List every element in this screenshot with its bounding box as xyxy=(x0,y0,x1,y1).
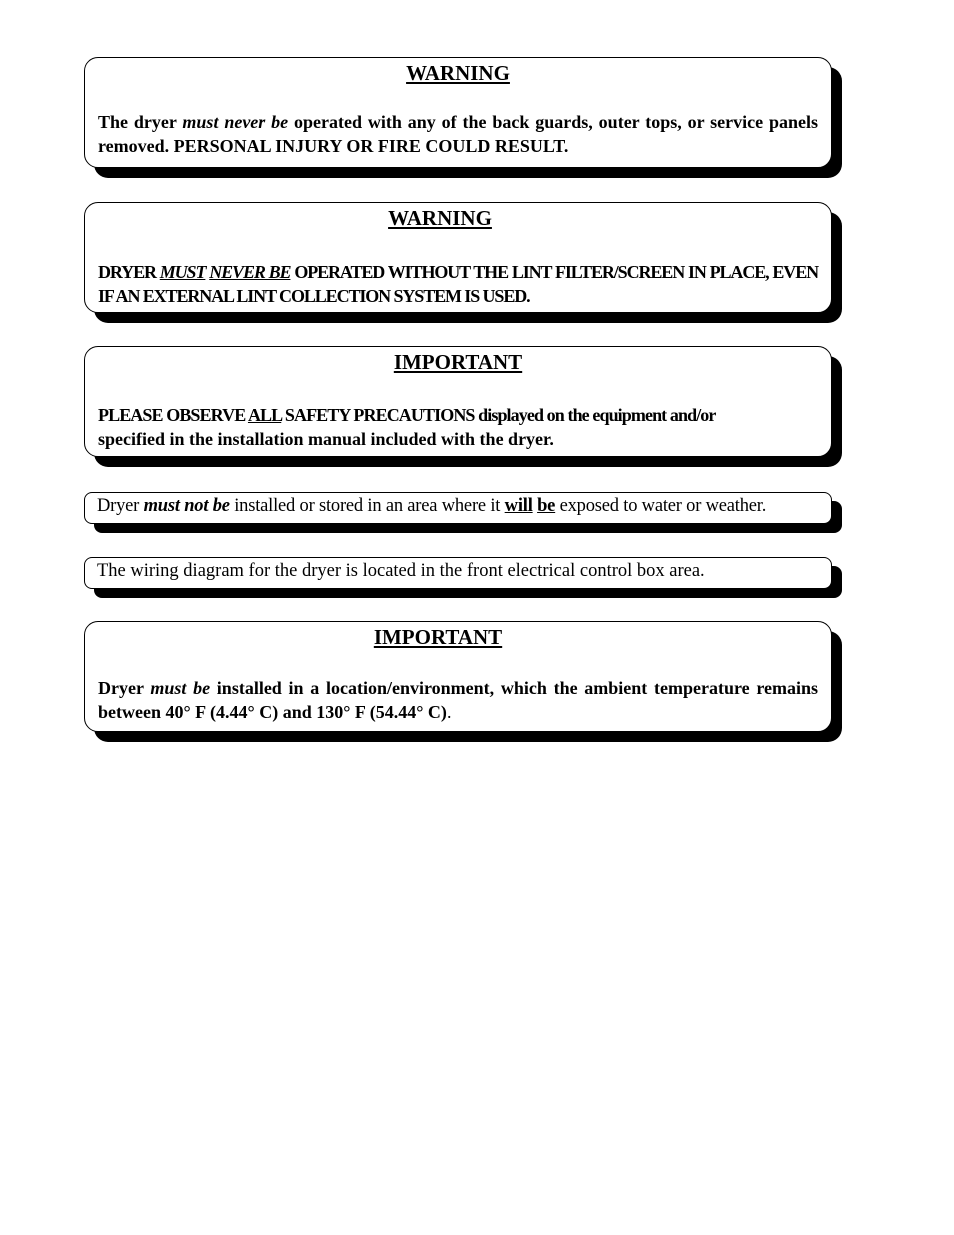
warning-notice-back-guards xyxy=(84,57,832,168)
notice-heading: WARNING xyxy=(388,206,492,230)
notice-heading: WARNING xyxy=(406,61,510,85)
notice-body xyxy=(98,110,818,158)
notice-body xyxy=(97,559,818,583)
notice-emphasis: must never be xyxy=(182,112,289,132)
notice-text: The dryer xyxy=(98,112,183,132)
notice-emphasis: NEVER BE xyxy=(209,262,291,282)
notice-body xyxy=(97,494,825,518)
notice-water-weather xyxy=(84,492,832,524)
notice-text: exposed to water or weather. xyxy=(555,496,767,516)
notice-box xyxy=(84,621,832,732)
notice-text: . xyxy=(446,702,452,722)
notice-text: specified in the installation manual included with the dryer. xyxy=(98,429,554,449)
notice-emphasis: will xyxy=(504,496,533,516)
notice-emphasis: ALL xyxy=(247,405,282,425)
notice-text: installed or stored in an area where it xyxy=(229,496,505,516)
notice-text: Dryer xyxy=(97,496,144,516)
notice-emphasis: must not be xyxy=(143,496,230,516)
notice-box xyxy=(84,57,832,168)
notice-text: PLEASE OBSERVE xyxy=(98,405,248,425)
notice-body xyxy=(98,676,818,724)
warning-notice-lint-filter xyxy=(84,202,832,313)
important-notice-ambient-temperature xyxy=(84,621,832,732)
notice-box xyxy=(84,557,832,589)
notice-body xyxy=(98,260,818,308)
notice-text: operated with any of the back guards, outer tops, or service panels removed. PERSONAL INJURY OR FIRE COULD RESULT. xyxy=(98,112,818,156)
notice-box xyxy=(84,492,832,524)
notice-emphasis: be xyxy=(537,496,556,516)
notice-text: DRYER xyxy=(98,262,160,282)
notice-text: The wiring diagram for the dryer is located in the front electrical control box area. xyxy=(97,561,705,581)
important-notice-safety-precautions xyxy=(84,346,832,457)
notice-text: installed in a location/environment, which the ambient temperature remains between 40° F (4.44° C) and 130° F (54.44° C) xyxy=(98,678,818,722)
notice-box xyxy=(84,202,832,313)
notice-box xyxy=(84,346,832,457)
notice-text: OPERATED WITHOUT THE LINT FILTER/SCREEN IN PLACE, EVEN IF AN EXTERNAL LINT COLLECTION SYSTEM IS USED. xyxy=(98,262,819,306)
notice-wiring-diagram xyxy=(84,557,832,589)
notice-body xyxy=(98,403,818,451)
notice-emphasis: must be xyxy=(150,678,211,698)
notice-heading: IMPORTANT xyxy=(393,350,523,374)
notice-emphasis: MUST xyxy=(159,262,206,282)
notice-text: SAFETY PRECAUTIONS displayed on the equipment and/or xyxy=(281,405,716,425)
notice-heading: IMPORTANT xyxy=(373,625,503,649)
notice-text: Dryer xyxy=(98,678,151,698)
